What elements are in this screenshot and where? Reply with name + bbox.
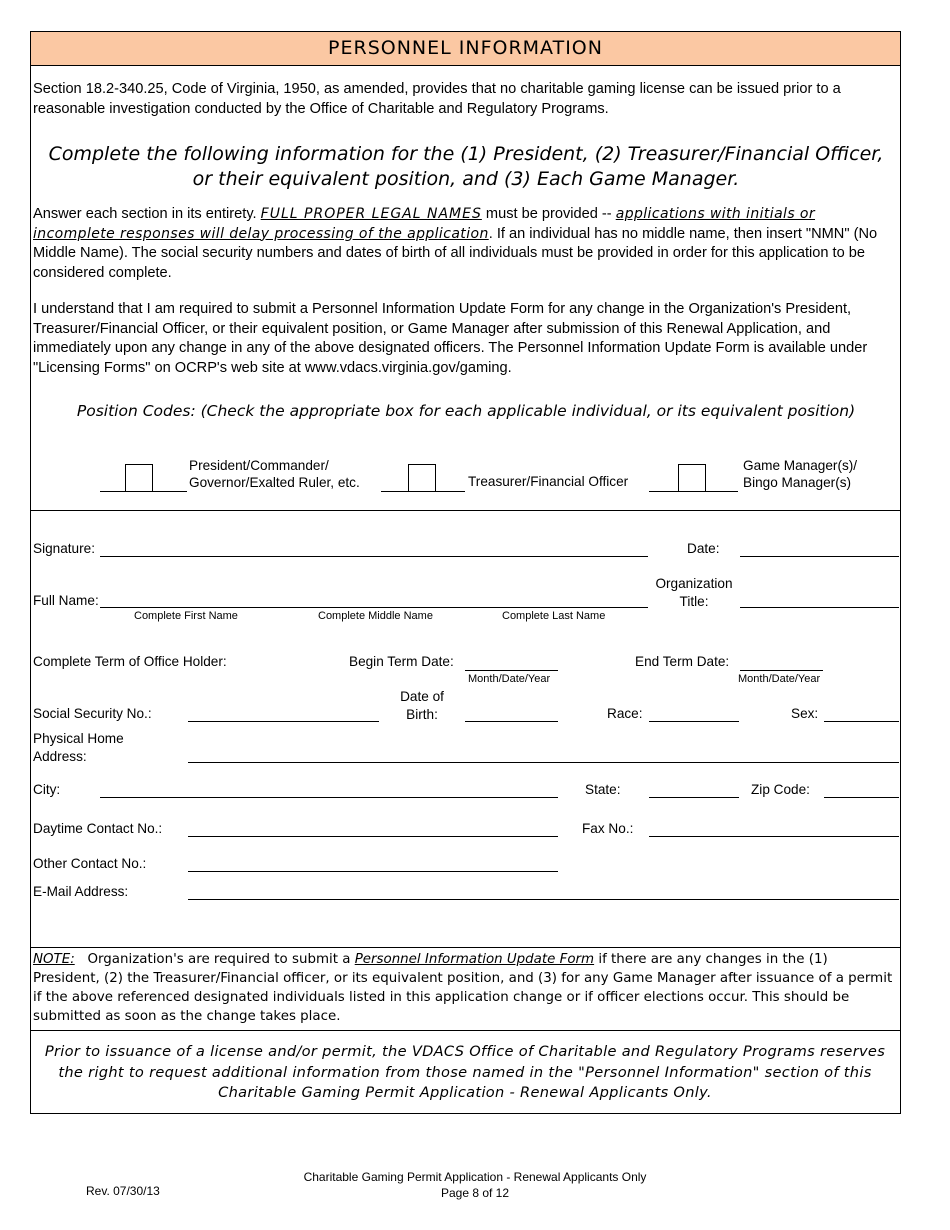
footer-page-number: Page 8 of 12: [440, 1186, 510, 1200]
treasurer-checkbox[interactable]: [408, 464, 436, 492]
zip-label: Zip Code:: [751, 782, 810, 797]
middle-name-caption: Complete Middle Name: [318, 610, 433, 622]
state-label: State:: [585, 782, 621, 797]
game-manager-label-line-1: Game Manager(s)/: [743, 458, 858, 473]
dob-field[interactable]: [465, 721, 558, 722]
org-title-line-1: Organization: [655, 576, 733, 591]
date-field[interactable]: [740, 556, 899, 557]
org-title-line-2: Title:: [679, 594, 709, 609]
full-name-field[interactable]: [100, 607, 648, 608]
understand-paragraph: I understand that I am required to submit a Personnel Information Update Form for any change in the Organization's President, Treasurer/Financial Officer, or their equivalent position, or Game Manager after submission of this Renewal Application, and immediately upon any change in any of the above designated officers. The Personnel Information Update Form is available under "Licensing Forms" on OCRP's web site at www.vdacs.virginia.gov/gaming.: [33, 301, 868, 376]
footer-doc-title: Charitable Gaming Permit Application - Renewal Applicants Only: [303, 1170, 647, 1184]
section-title: PERSONNEL INFORMATION: [30, 31, 901, 66]
position-codes-heading: Position Codes: (Check the appropriate box for each applicable individual, or its equivalent position): [76, 402, 856, 420]
instruction-line-2: or their equivalent position, and (3) Each Game Manager.: [192, 168, 740, 190]
game-manager-label-line-2: Bingo Manager(s): [743, 475, 852, 490]
dob-label-line-2: Birth:: [406, 707, 438, 722]
email-field[interactable]: [188, 899, 899, 900]
instruction-line-1: Complete the following information for the (1) President, (2) Treasurer/Financial Officer,: [48, 143, 884, 165]
president-label: [189, 457, 360, 491]
revision-date: Rev. 07/30/13: [86, 1184, 160, 1198]
term-holder-label: Complete Term of Office Holder:: [33, 654, 227, 669]
treasurer-label: Treasurer/Financial Officer: [468, 474, 629, 489]
legal-names-emphasis: FULL PROPER LEGAL NAMES: [260, 206, 482, 222]
address-label-line-1: Physical Home: [33, 731, 124, 746]
delay-warning: applications with initials or incomplete responses will delay processing of the application: [33, 206, 816, 242]
begin-term-format: Month/Date/Year: [468, 673, 551, 685]
full-name-label: Full Name:: [33, 593, 99, 608]
race-field[interactable]: [649, 721, 739, 722]
statute-paragraph: Section 18.2-340.25, Code of Virginia, 1950, as amended, provides that no charitable gaming license can be issued prior to a reasonable investigation conducted by the Office of Charitable and Regulatory Programs.: [33, 81, 841, 117]
begin-term-field[interactable]: [465, 670, 558, 671]
first-name-caption: Complete First Name: [134, 610, 238, 622]
section-divider: [30, 510, 901, 511]
date-label: Date:: [687, 541, 720, 556]
president-label-line-1: President/Commander/: [189, 458, 329, 473]
daytime-label: Daytime Contact No.:: [33, 821, 163, 836]
city-label: City:: [33, 782, 61, 797]
address-label-line-2: Address:: [33, 749, 87, 764]
dob-label-line-1: Date of: [400, 689, 444, 704]
note-rest: if there are any changes in the (1) President, (2) the Treasurer/Financial officer, or its equivalent position, and (3) for any Game Manager after issuance of a permit if the above referenced designated individuals listed in this application change or if officer elections occur. This should be submitted as soon as the change takes place.: [33, 952, 893, 1024]
last-name-caption: Complete Last Name: [502, 610, 606, 622]
other-contact-field[interactable]: [188, 871, 558, 872]
game-manager-checkbox[interactable]: [678, 464, 706, 492]
end-term-format: Month/Date/Year: [738, 673, 821, 685]
closing-divider: [30, 1030, 901, 1031]
must-provided-text: must be provided --: [485, 206, 612, 222]
president-label-line-2: Governor/Exalted Ruler, etc.: [189, 475, 360, 490]
address-label: [33, 730, 124, 766]
answer-paragraph: [33, 205, 899, 283]
org-title-label: [654, 575, 734, 611]
begin-term-label: Begin Term Date:: [349, 654, 454, 669]
email-label: E-Mail Address:: [33, 884, 129, 899]
other-contact-label: Other Contact No.:: [33, 856, 147, 871]
dob-label: [392, 688, 452, 724]
note-paragraph: [33, 950, 895, 1026]
instruction-heading: [33, 142, 899, 192]
fax-label: Fax No.:: [582, 821, 634, 836]
ssn-label: Social Security No.:: [33, 706, 152, 721]
race-label: Race:: [607, 706, 643, 721]
signature-label: Signature:: [33, 541, 95, 556]
sex-field[interactable]: [824, 721, 899, 722]
president-checkbox[interactable]: [125, 464, 153, 492]
zip-field[interactable]: [824, 797, 899, 798]
answer-rest: . If an individual has no middle name, then insert "NMN" (No Middle Name). The social security numbers and dates of birth of all individuals must be provided in order for this application to be considered complete.: [33, 225, 878, 281]
note-pre: Organization's are required to submit a: [87, 952, 351, 967]
address-field[interactable]: [188, 762, 899, 763]
signature-field[interactable]: [100, 556, 648, 557]
end-term-field[interactable]: [740, 670, 823, 671]
note-divider: [30, 947, 901, 948]
ssn-field[interactable]: [188, 721, 379, 722]
answer-prefix: Answer each section in its entirety.: [33, 206, 257, 222]
note-label: NOTE:: [33, 952, 75, 967]
daytime-field[interactable]: [188, 836, 558, 837]
state-field[interactable]: [649, 797, 739, 798]
game-manager-label: [743, 457, 857, 491]
sex-label: Sex:: [791, 706, 819, 721]
footer-title-block: [275, 1169, 675, 1201]
end-term-label: End Term Date:: [635, 654, 730, 669]
org-title-field[interactable]: [740, 607, 899, 608]
city-field[interactable]: [100, 797, 558, 798]
closing-statement: Prior to issuance of a license and/or permit, the VDACS Office of Charitable and Regulatory Programs reserves the right to request additional information from those named in the "Personnel Information" section of this Charitable Gaming Permit Application - Renewal Applicants Only.: [44, 1043, 886, 1101]
update-form-name: Personnel Information Update Form: [354, 952, 595, 967]
fax-field[interactable]: [649, 836, 899, 837]
